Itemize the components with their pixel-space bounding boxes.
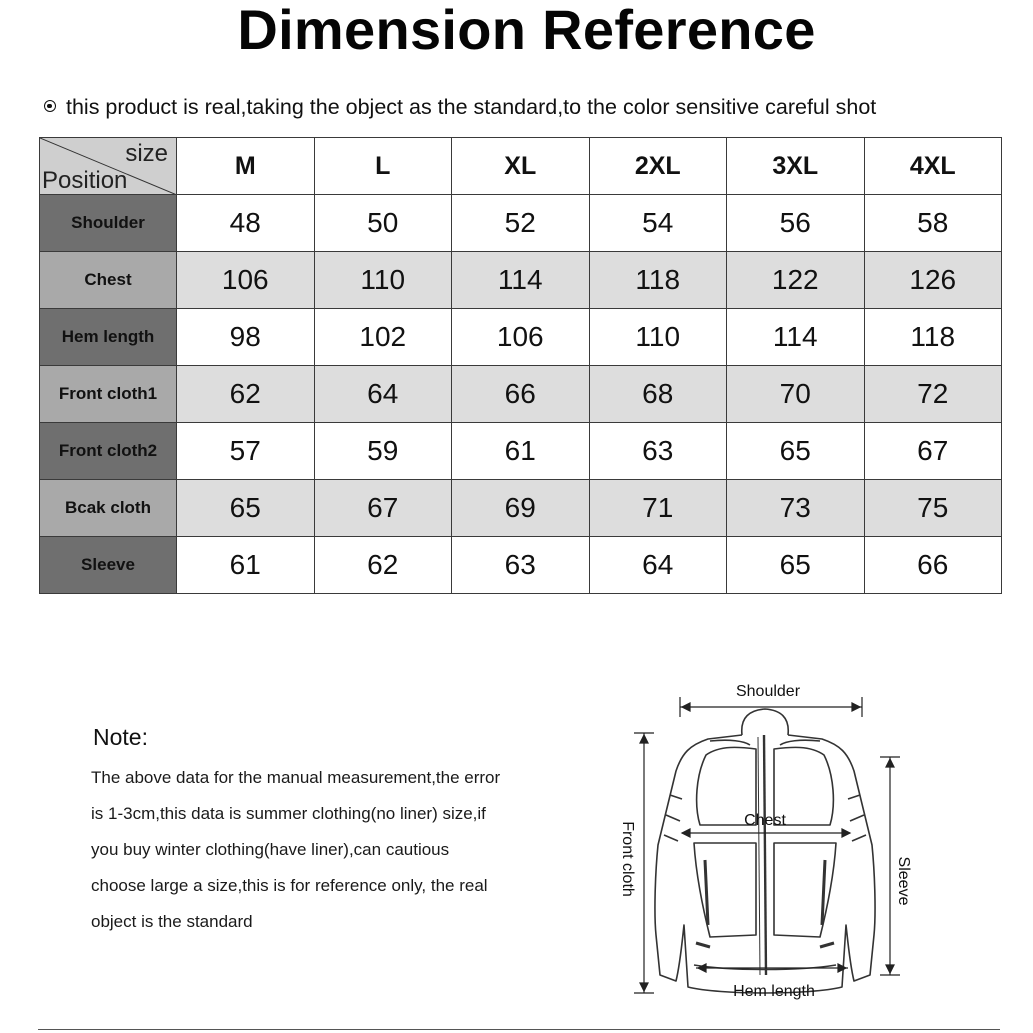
table-row — [40, 195, 1002, 252]
table-cell: 98 — [177, 309, 315, 366]
row-label: Front cloth1 — [40, 366, 177, 423]
header-row — [40, 138, 1002, 195]
table-cell: 66 — [864, 537, 1002, 594]
corner-size-label: size — [125, 140, 168, 167]
front-cloth-label: Front cloth — [619, 821, 636, 897]
table-cell: 57 — [177, 423, 315, 480]
row-label: Bcak cloth — [40, 480, 177, 537]
size-header: XL — [452, 138, 590, 195]
note-line: you buy winter clothing(have liner),can cautious — [91, 840, 450, 859]
left-lower-panel — [694, 843, 756, 937]
table-cell: 50 — [314, 195, 452, 252]
row-label: Hem length — [40, 309, 177, 366]
table-cell: 62 — [177, 366, 315, 423]
row-label: Chest — [40, 252, 177, 309]
size-header: 4XL — [864, 138, 1002, 195]
table-cell: 52 — [452, 195, 590, 252]
shoulder-label: Shoulder — [735, 683, 801, 700]
table-cell: 63 — [589, 423, 727, 480]
jacket-diagram — [610, 675, 920, 1010]
table-cell: 66 — [452, 366, 590, 423]
table-cell: 58 — [864, 195, 1002, 252]
table-cell: 61 — [177, 537, 315, 594]
table-cell: 122 — [727, 252, 865, 309]
table-cell: 126 — [864, 252, 1002, 309]
note-line: object is the standard — [91, 912, 253, 931]
table-cell: 65 — [727, 537, 865, 594]
note-line: is 1-3cm,this data is summer clothing(no liner) size,if — [91, 804, 486, 823]
table-row — [40, 480, 1002, 537]
table-cell: 106 — [452, 309, 590, 366]
table-cell: 68 — [589, 366, 727, 423]
table-cell: 75 — [864, 480, 1002, 537]
table-cell: 110 — [314, 252, 452, 309]
note-title: Note: — [93, 724, 148, 750]
table-cell: 102 — [314, 309, 452, 366]
bullet-icon — [44, 100, 56, 112]
size-header: L — [314, 138, 452, 195]
row-label: Shoulder — [40, 195, 177, 252]
bottom-divider — [38, 1029, 1000, 1030]
size-header: M — [177, 138, 315, 195]
table-cell: 65 — [177, 480, 315, 537]
table-cell: 72 — [864, 366, 1002, 423]
table-row — [40, 252, 1002, 309]
size-header: 2XL — [589, 138, 727, 195]
table-cell: 114 — [727, 309, 865, 366]
table-cell: 59 — [314, 423, 452, 480]
row-label: Sleeve — [40, 537, 177, 594]
jacket-collar — [742, 709, 789, 735]
table-cell: 70 — [727, 366, 865, 423]
table-cell: 110 — [589, 309, 727, 366]
note-line: choose large a size,this is for reference only, the real — [91, 876, 488, 895]
table-cell: 62 — [314, 537, 452, 594]
table-row — [40, 366, 1002, 423]
table-cell: 65 — [727, 423, 865, 480]
page-title: Dimension Reference — [237, 0, 816, 61]
table-cell: 48 — [177, 195, 315, 252]
sleeve-label: Sleeve — [895, 856, 912, 906]
table-cell: 63 — [452, 537, 590, 594]
table-cell: 56 — [727, 195, 865, 252]
notice-text: this product is real,taking the object as the standard,to the color sensitive careful shot — [66, 95, 877, 119]
table-row — [40, 423, 1002, 480]
table-row — [40, 537, 1002, 594]
table-row — [40, 309, 1002, 366]
row-label: Front cloth2 — [40, 423, 177, 480]
table-cell: 64 — [314, 366, 452, 423]
notice-line — [44, 93, 876, 121]
table-cell: 54 — [589, 195, 727, 252]
table-cell: 61 — [452, 423, 590, 480]
table-cell: 64 — [589, 537, 727, 594]
hem-length-label: Hem length — [733, 983, 815, 1000]
table-cell: 73 — [727, 480, 865, 537]
table-cell: 118 — [864, 309, 1002, 366]
size-header: 3XL — [727, 138, 865, 195]
table-cell: 69 — [452, 480, 590, 537]
chest-label: Chest — [744, 812, 786, 829]
table-cell: 118 — [589, 252, 727, 309]
corner-cell — [40, 138, 177, 195]
note-line: The above data for the manual measurement,the error — [91, 768, 501, 787]
table-cell: 67 — [864, 423, 1002, 480]
right-lower-panel — [774, 843, 836, 937]
table-cell: 71 — [589, 480, 727, 537]
size-table — [39, 137, 1002, 594]
jacket-zipper — [764, 735, 766, 975]
table-cell: 106 — [177, 252, 315, 309]
table-cell: 114 — [452, 252, 590, 309]
corner-position-label: Position — [42, 167, 128, 194]
table-cell: 67 — [314, 480, 452, 537]
